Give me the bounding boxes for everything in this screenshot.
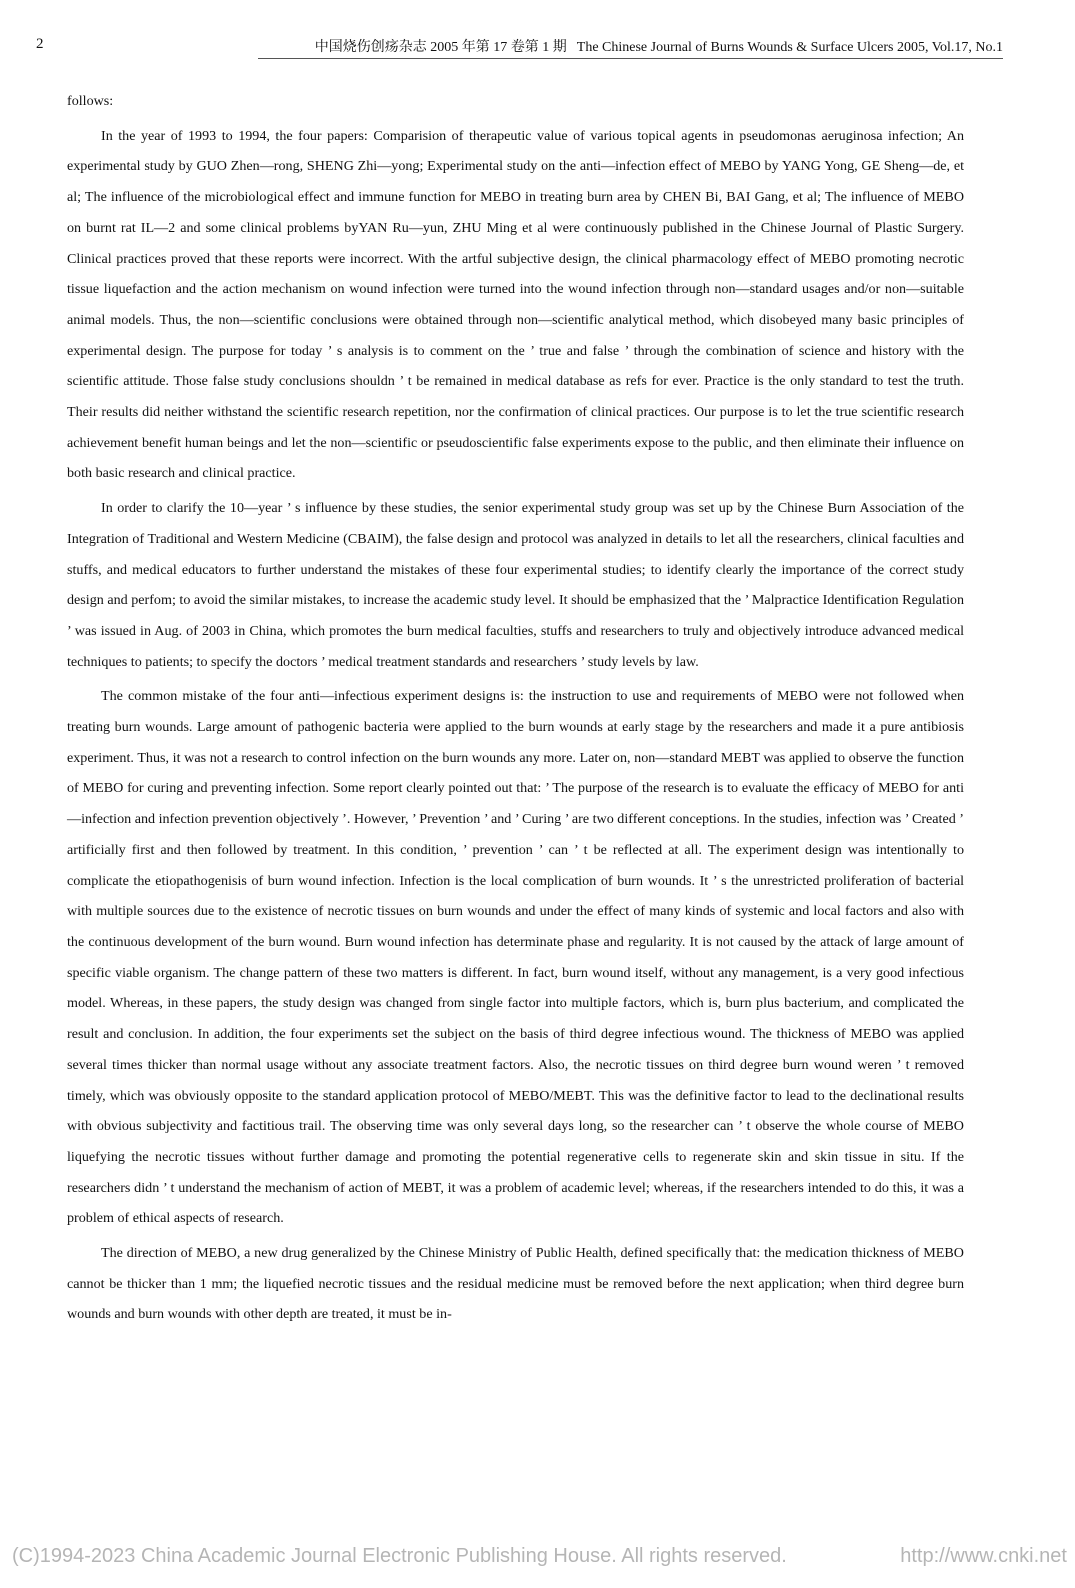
article-body	[67, 86, 964, 1330]
page-number: 2	[36, 36, 44, 52]
running-header	[315, 36, 1003, 56]
paragraph-4: The common mistake of the four anti—infectious experiment designs is: the instruction to use and requirements of MEBO were not followed when treating burn wounds. Large amount of pathogenic bacteria were applied to the burn wounds at early stage by the researchers and made it a pure antibiosis experiment. Thus, it was not a research to control infection on the burn wounds any more. Later on, non—standard MEBT was applied to observe the function of MEBO for curing and preventing infection. Some report clearly pointed out that: ’ The purpose of the research is to evaluate the efficacy of MEBO for anti—infection and infection prevention objectively ’. However, ’ Prevention ’ and ’ Curing ’ are two different conceptions. In the studies, infection was ’ Created ’ artificially first and then followed by treatment. In this condition, ’ prevention ’ can ’ t be reflected at all. The experiment design was intentionally to complicate the etiopathogenisis of burn wound infection. Infection is the local complication of burn wounds. It ’ s the unrestricted proliferation of bacterial with multiple sources due to the existence of necrotic tissues on burn wounds and under the effect of many kinds of systemic and local factors and also with the continuous development of the burn wound. Burn wound infection has determinate phase and regularity. It is not caused by the attack of large amount of specific viable organism. The change pattern of these two matters is different. In fact, burn wound itself, without any management, is a very good infectious model. Whereas, in these papers, the study design was changed from single factor into multiple factors, which is, burn plus bacterium, and complicated the result and conclusion. In addition, the four experiments set the subject on the basis of third degree infectious wound. The thickness of MEBO was applied several times thicker than normal usage without any associate treatment factors. Also, the necrotic tissues on third degree burn wound weren ’ t removed timely, which was obviously opposite to the standard application protocol of MEBO/MEBT. This was the definitive factor to lead to the declinational results with obvious subjectivity and factitious trail. The observing time was only several days long, so the researcher can ’ t observe the whole course of MEBO liquefying the necrotic tissues without further damage and promoting the potential regenerative cells to regenerate skin and skin tissue in situ. If the researchers didn ’ t understand the mechanism of action of MEBT, it was a problem of academic level; whereas, if the researchers intended to do this, it was a problem of ethical aspects of research.	[67, 688, 964, 1227]
paragraph-2: In the year of 1993 to 1994, the four papers: Comparision of therapeutic value of various topical agents in pseudomonas aeruginosa infection; An experimental study by GUO Zhen—rong, SHENG Zhi—yong; Experimental study on the anti—infection effect of MEBO by YANG Yong, GE Sheng—de, et al; The influence of the microbiological effect and immune function for MEBO in treating burn area by CHEN Bi, BAI Gang, et al; The influence of MEBO on burnt rat IL—2 and some clinical problems byYAN Ru—yun, ZHU Ming et al were continuously published in the Chinese Journal of Plastic Surgery. Clinical practices proved that these reports were incorrect. With the artful subjective design, the clinical pharmacology effect of MEBO promoting necrotic tissue liquefaction and the action mechanism on wound infection were turned into the wound infection through non—standard usages and/or non—suitable animal models. Thus, the non—scientific conclusions were obtained through non—scientific analytical method, which disobeyed many basic principles of experimental design. The purpose for today ’ s analysis is to comment on the ’ true and false ’ through the combination of science and history with the scientific attitude. Those false study conclusions shouldn ’ t be remained in medical database as refs for ever. Practice is the only standard to test the truth. Their results did neither withstand the scientific research repetition, nor the confirmation of clinical practices. Our purpose is to let the true scientific research achievement benefit human beings and let the non—scientific or pseudoscientific false experiments expose to the public, and then eliminate their influence on both basic research and clinical practice.	[67, 127, 964, 482]
copyright-text: (C)1994-2023 China Academic Journal Electronic Publishing House. All rights reserved.	[12, 1545, 787, 1567]
paragraph-5: The direction of MEBO, a new drug generalized by the Chinese Ministry of Public Health, defined specifically that: the medication thickness of MEBO cannot be thicker than 1 mm; the liquefied necrotic tissues and the residual medicine must be removed before the next application; when third degree burn wounds and burn wounds with other depth are treated, it must be in-	[67, 1245, 964, 1323]
header-rule	[258, 58, 1003, 59]
journal-title-en: The Chinese Journal of Burns Wounds & Surface Ulcers 2005, Vol.17, No.1	[576, 40, 1003, 55]
journal-title-cn: 中国烧伤创疡杂志 2005 年第 17 卷第 1 期	[314, 40, 567, 55]
paragraph-3: In order to clarify the 10—year ’ s influence by these studies, the senior experimental study group was set up by the Chinese Burn Association of the Integration of Traditional and Western Medicine (CBAIM), the false design and protocol was analyzed in details to let all the researchers, clinical faculties and stuffs, and medical educators to further understand the mistakes of these four experimental studies; to identify clearly the importance of the correct study design and perfom; to avoid the similar mistakes, to increase the academic study level. It should be emphasized that the ’ Malpractice Identification Regulation ’ was issued in Aug. of 2003 in China, which promotes the burn medical faculties, stuffs and researchers to truly and objectively introduce advanced medical techniques to patients; to specify the doctors ’ medical treatment standards and researchers ’ study levels by law.	[67, 500, 964, 670]
paragraph-1: follows:	[67, 93, 114, 109]
copyright-watermark	[12, 1545, 1067, 1568]
source-url[interactable]: http://www.cnki.net	[900, 1545, 1067, 1567]
